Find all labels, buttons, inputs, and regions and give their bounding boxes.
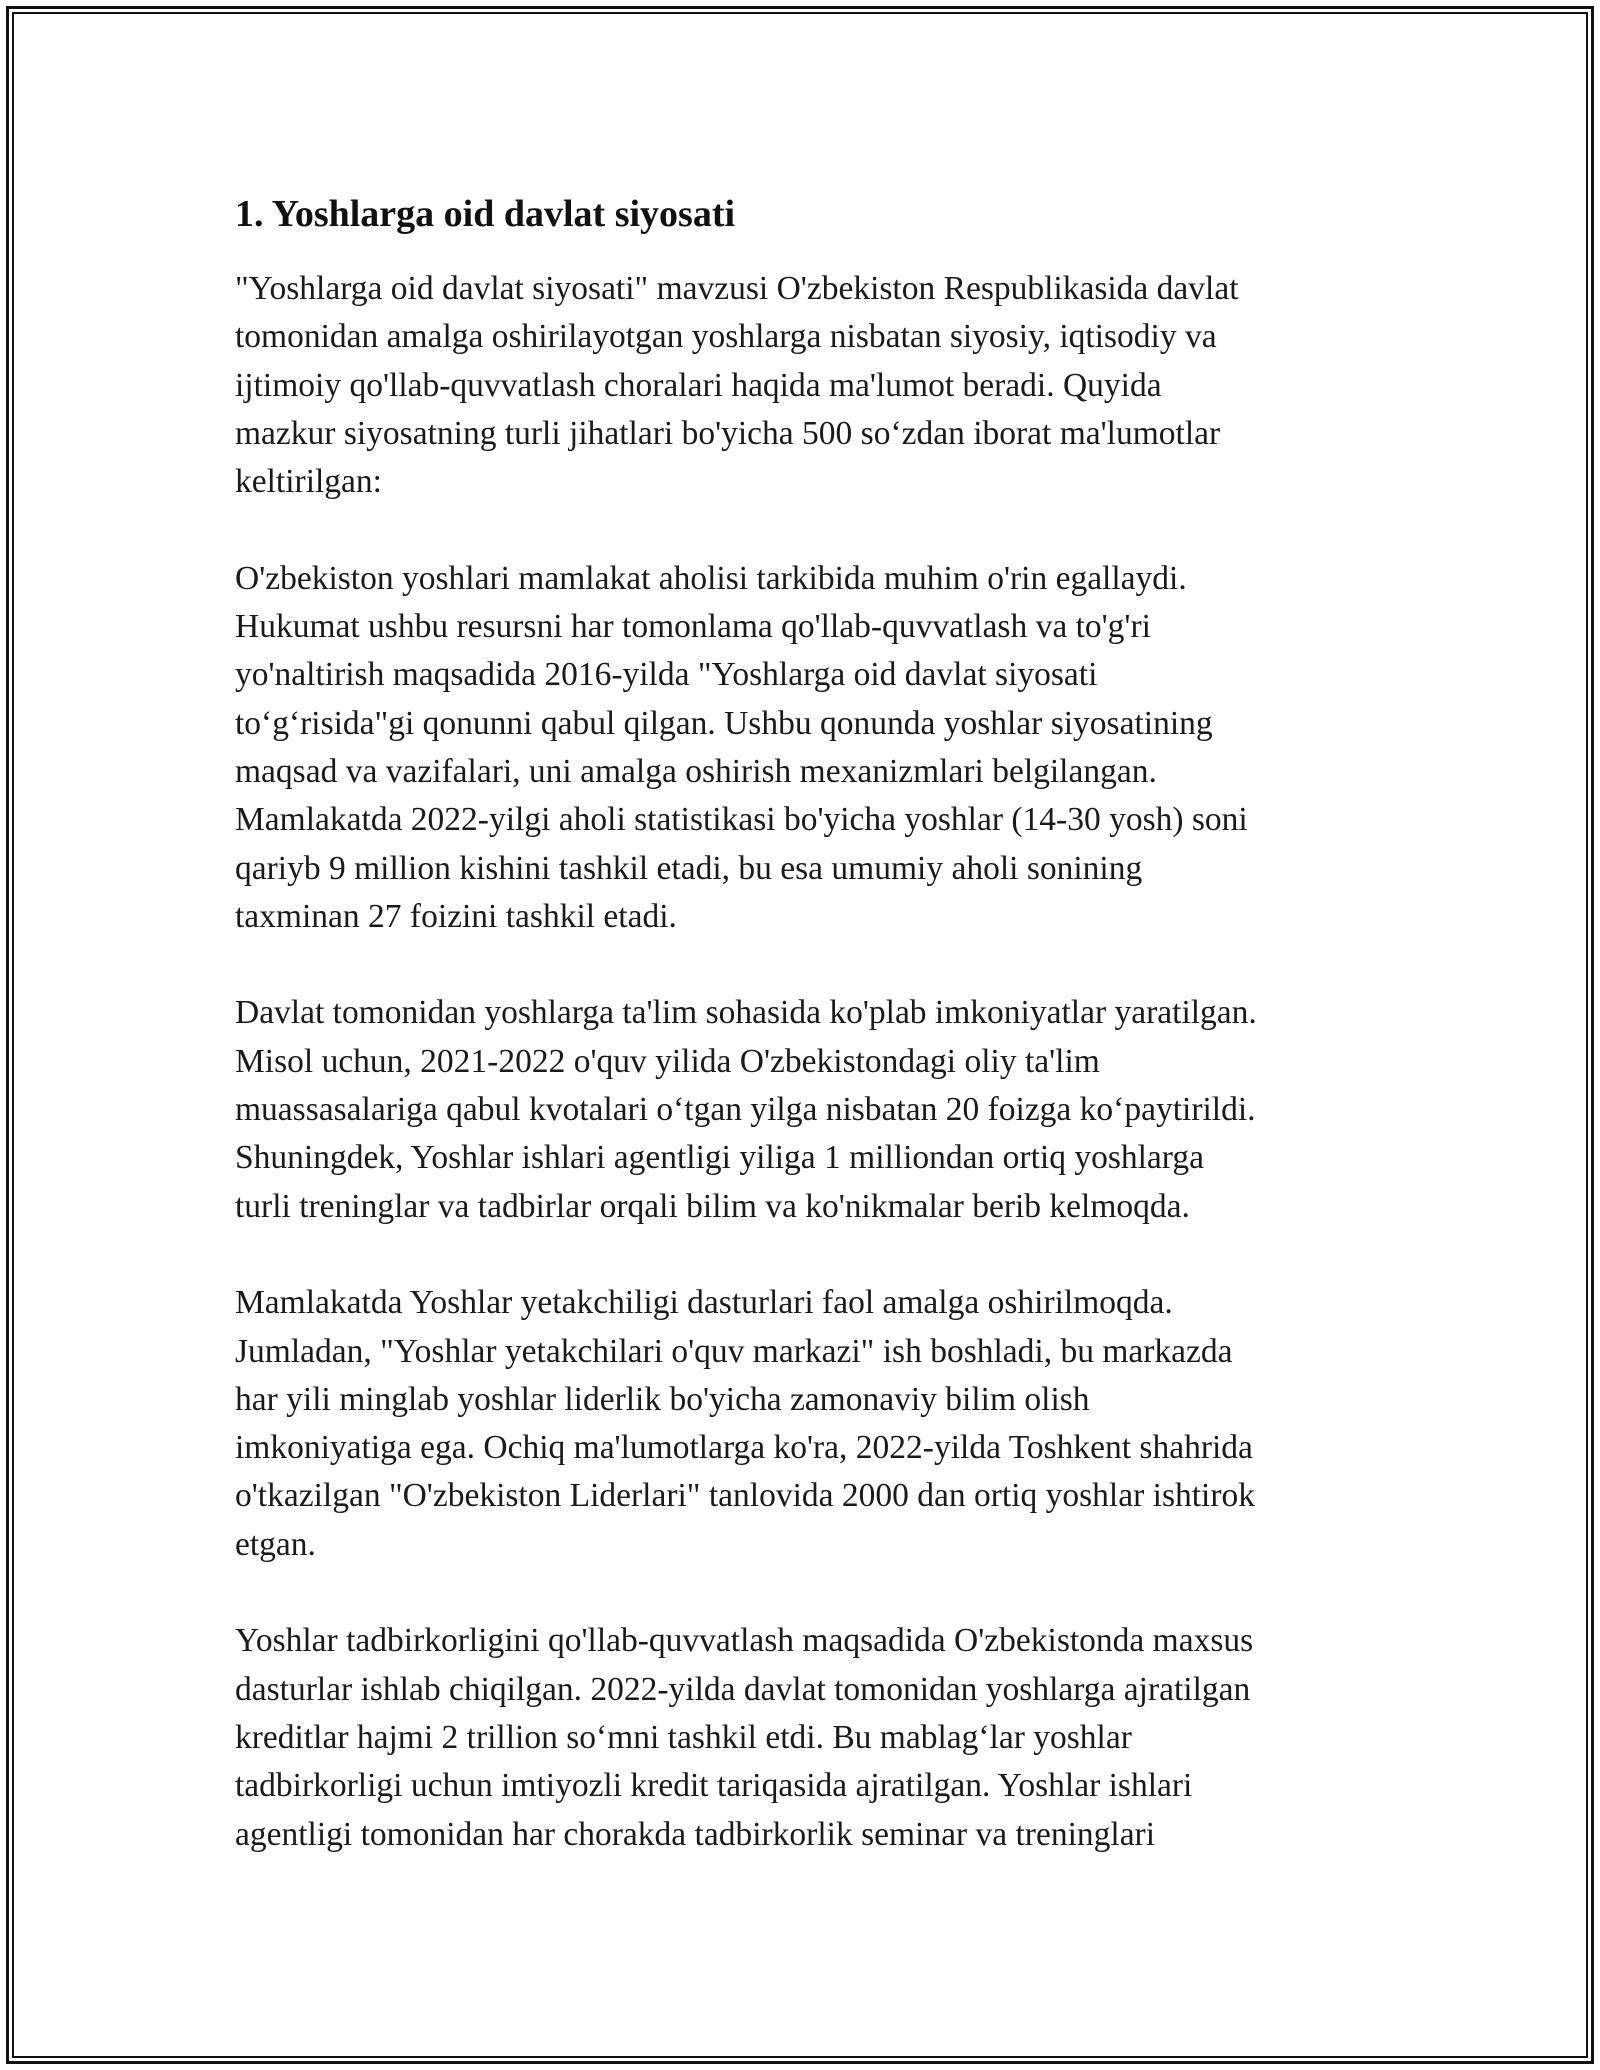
document-body	[235, 183, 1365, 1859]
text-line: agentligi tomonidan har chorakda tadbirkorlik seminar va treninglari	[235, 1815, 1156, 1853]
text-line: Davlat tomonidan yoshlarga ta'lim sohasida ko'plab imkoniyatlar yaratilgan.	[235, 994, 1257, 1032]
text-line: Jumladan, "Yoshlar yetakchilari o'quv markazi" ish boshladi, bu markazda	[235, 1332, 1233, 1370]
text-line: Misol uchun, 2021-2022 o'quv yilida O'zbekistondagi oliy ta'lim	[235, 1042, 1100, 1080]
text-line: Mamlakatda 2022-yilgi aholi statistikasi bo'yicha yoshlar (14-30 yosh) soni	[235, 801, 1248, 839]
text-line: keltirilgan:	[235, 463, 382, 501]
section-heading: 1. Yoshlarga oid davlat siyosati	[235, 193, 736, 235]
text-line: O'zbekiston yoshlari mamlakat aholisi tarkibida muhim o'rin egallaydi.	[235, 559, 1187, 597]
text-line: mazkur siyosatning turli jihatlari bo'yicha 500 so‘zdan iborat ma'lumotlar	[235, 414, 1221, 452]
text-line: "Yoshlarga oid davlat siyosati" mavzusi O'zbekiston Respublikasida davlat	[235, 270, 1239, 307]
text-line: maqsad va vazifalari, uni amalga oshirish mexanizmlari belgilangan.	[235, 752, 1157, 790]
text-line: muassasalariga qabul kvotalari o‘tgan yilga nisbatan 20 foizga ko‘paytirildi.	[235, 1091, 1256, 1129]
text-line: yo'naltirish maqsadida 2016-yilda "Yoshlarga oid davlat siyosati	[235, 656, 1098, 694]
text-line: Hukumat ushbu resursni har tomonlama qo'llab-quvvatlash va to'g'ri	[235, 608, 1151, 646]
text-line: tadbirkorligi uchun imtiyozli kredit tariqasida ajratilgan. Yoshlar ishlari	[235, 1767, 1193, 1805]
text-line: turli treninglar va tadbirlar orqali bilim va ko'nikmalar berib kelmoqda.	[235, 1187, 1190, 1225]
text-line: o'tkazilgan "O'zbekiston Liderlari" tanlovida 2000 dan ortiq yoshlar ishtirok	[235, 1477, 1255, 1515]
text-line: qariyb 9 million kishini tashkil etadi, bu esa umumiy aholi sonining	[235, 849, 1143, 887]
text-line: etgan.	[235, 1525, 316, 1563]
text-line: Mamlakatda Yoshlar yetakchiligi dasturlari faol amalga oshirilmoqda.	[235, 1284, 1173, 1322]
paragraph-education	[235, 989, 1365, 1230]
text-line: Yoshlar tadbirkorligini qo'llab-quvvatlash maqsadida O'zbekistonda maxsus	[235, 1622, 1254, 1660]
text-line: ijtimoiy qo'llab-quvvatlash choralari haqida ma'lumot beradi. Quyida	[235, 366, 1162, 404]
paragraph-leadership	[235, 1279, 1365, 1569]
paragraph-entrepreneurship	[235, 1617, 1365, 1858]
text-line: to‘g‘risida"gi qonunni qabul qilgan. Ushbu qonunda yoshlar siyosatining	[235, 704, 1213, 742]
text-line: kreditlar hajmi 2 trillion so‘mni tashkil etdi. Bu mablag‘lar yoshlar	[235, 1718, 1132, 1756]
text-line: har yili minglab yoshlar liderlik bo'yicha zamonaviy bilim olish	[235, 1380, 1090, 1418]
text-line: Shuningdek, Yoshlar ishlari agentligi yiliga 1 milliondan ortiq yoshlarga	[235, 1139, 1204, 1177]
paragraph-population	[235, 555, 1365, 941]
text-line: taxminan 27 foizini tashkil etadi.	[235, 897, 677, 935]
text-line: dasturlar ishlab chiqilgan. 2022-yilda davlat tomonidan yoshlarga ajratilgan	[235, 1670, 1251, 1708]
text-line: tomonidan amalga oshirilayotgan yoshlarga nisbatan siyosiy, iqtisodiy va	[235, 318, 1217, 356]
text-line: imkoniyatiga ega. Ochiq ma'lumotlarga ko'ra, 2022-yilda Toshkent shahrida	[235, 1429, 1253, 1467]
paragraph-intro	[235, 265, 1365, 506]
